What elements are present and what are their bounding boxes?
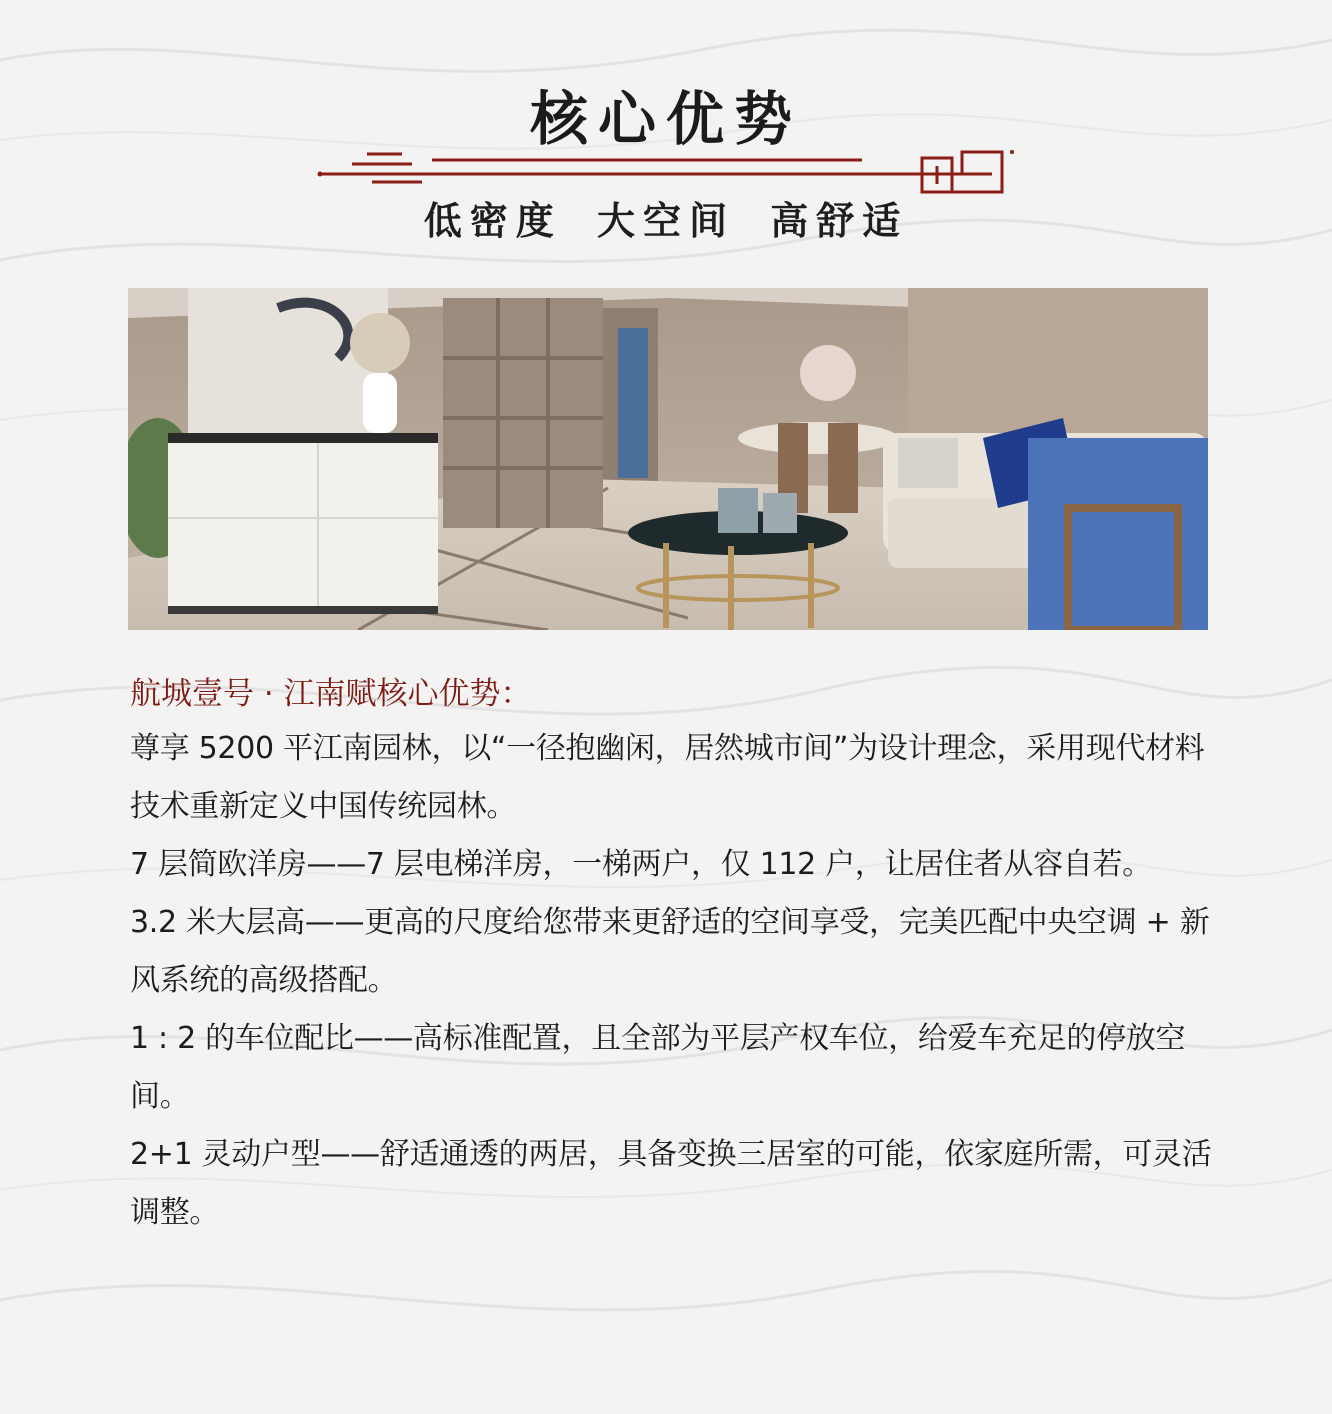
paragraph-villa: 7 层简欧洋房——7 层电梯洋房，一梯两户，仅 112 户，让居住者从容自若。 <box>130 847 1152 882</box>
page-subtitle: 低密度 大空间 高舒适 <box>423 198 909 243</box>
paragraph-layout: 2+1 灵动户型——舒适通透的两居，具备变换三居室的可能，依家庭所需，可灵活调整。 <box>130 1137 1212 1230</box>
paragraph-parking: 1 : 2 的车位配比——高标准配置，且全部为平层产权车位，给爱车充足的停放空间。 <box>130 1021 1186 1114</box>
paragraph-garden: 尊享 5200 平江南园林，以“一径抱幽闲，居然城市间”为设计理念，采用现代材料技术重新定义中国传统园林。 <box>130 731 1205 824</box>
living-room-photo <box>128 288 1208 630</box>
content-block <box>130 668 1230 1242</box>
section-heading: 航城壹号 · 江南赋核心优势： <box>130 676 532 712</box>
page-title: 核心优势 <box>529 85 802 153</box>
paragraph-height: 3.2 米大层高——更高的尺度给您带来更舒适的空间享受，完美匹配中央空调 + 新风系统的高级搭配。 <box>130 905 1210 998</box>
